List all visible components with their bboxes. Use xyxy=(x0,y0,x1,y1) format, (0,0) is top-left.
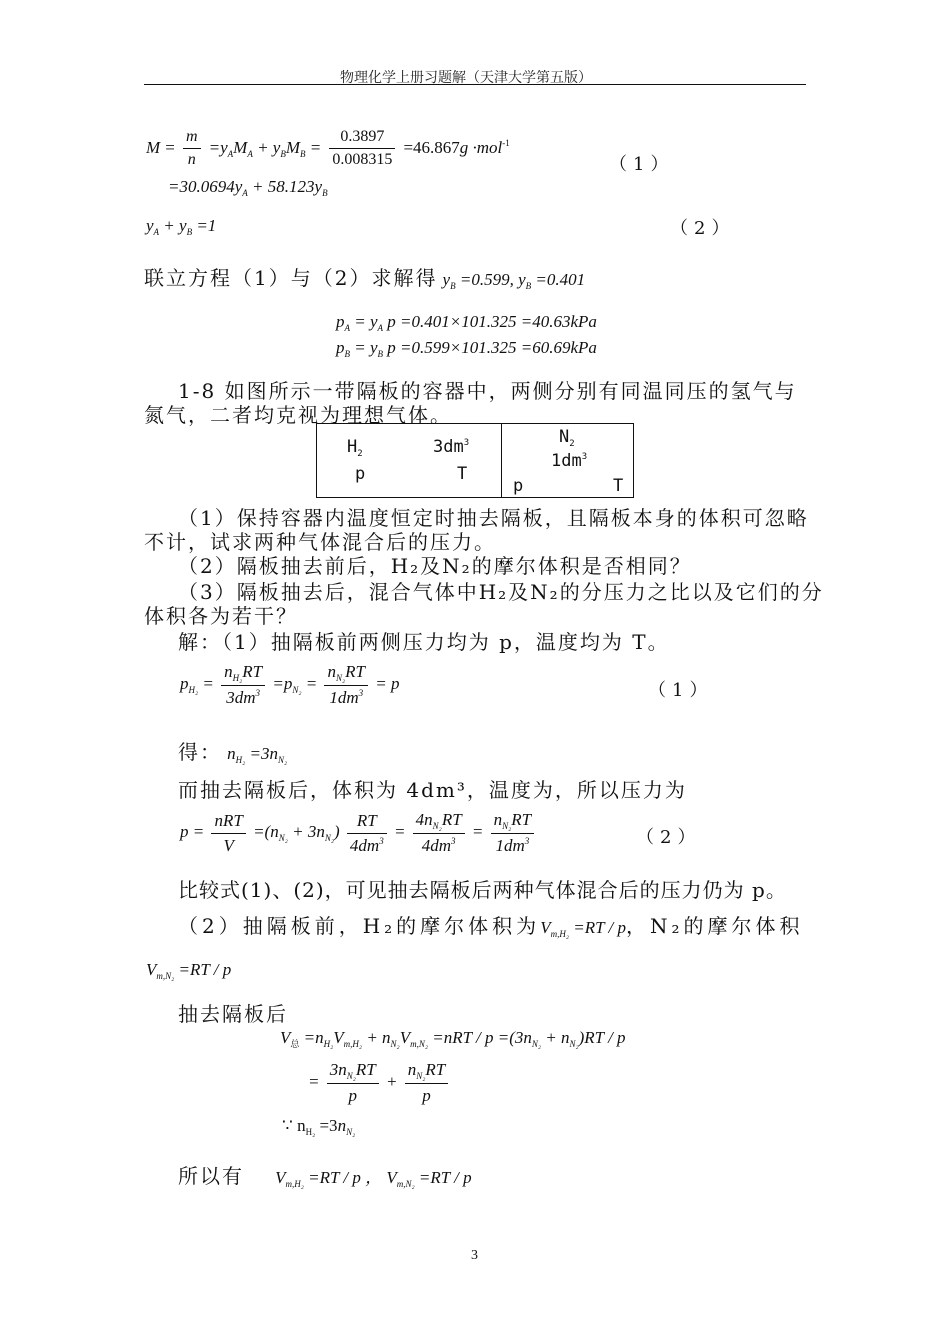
label-t-right: T xyxy=(613,476,624,496)
answer-compare: 比较式(1)、(2)，可见抽去隔板后两种气体混合后的压力仍为 p。 xyxy=(178,878,787,902)
answer-vtotal: $V_总 =n_{H_2}V_{m,H_2} + n_{N_2}V_{m,N_2} =nRT / p =(3n_{N_2} + n_{N_2})RT / p$ xyxy=(280,1028,626,1049)
answer-because: ∵ $n_{H_2} =3n_{N_2}$ xyxy=(282,1116,356,1137)
solve-line: 联立方程（1）与（2）求解得 $y_B =0.599$, $y_B =0.401$ xyxy=(144,266,586,291)
label-p-right: p xyxy=(513,476,524,496)
eq-result: =46.867 xyxy=(403,138,460,157)
partition xyxy=(501,424,502,497)
equation-molar-mass: M = $\frac{m}{n}$ $=y_AM_A + y_BM_B$ = $\frac{0.3897}{0.008315}$ =46.867g ·mol$^{-1}$ xyxy=(146,128,510,168)
answer-eq-number-2: （2） xyxy=(636,827,702,848)
answer-after-removal: 而抽去隔板后，体积为 4dm³，温度为，所以压力为 xyxy=(178,778,687,802)
header-rule xyxy=(144,84,806,85)
question-3a: （3）隔板抽去后，混合气体中H₂及N₂的分压力之比以及它们的分 xyxy=(178,580,824,604)
partial-pressure-A: $p_A = y_A$ p =0.401×101.325 =40.63kPa xyxy=(336,312,597,333)
label-n2: $N_2$ xyxy=(559,427,575,449)
page-number: 3 xyxy=(471,1248,478,1263)
eq-lhs: M xyxy=(146,138,161,157)
answer-q2-line: （2）抽隔板前，H₂的摩尔体积为$V_{m,H_2} =RT / p$，N₂的摩尔体积 xyxy=(178,914,804,939)
answer-result-line: 得： $n_{H_2} =3n_{N_2}$ xyxy=(178,740,288,765)
label-volume-right: $1dm^3$ xyxy=(551,451,588,471)
page-header: 物理化学上册习题解（天津大学第五版） xyxy=(340,70,592,86)
answer-vtotal-line2: = $\frac{3n_{N_2}RT}{p}$ + $\frac{n_{N_2}RT}{p}$ xyxy=(308,1060,451,1106)
eq-number-1: （1） xyxy=(609,154,675,175)
frac-den: 0.008315 xyxy=(332,151,393,168)
frac-num: 0.3897 xyxy=(329,128,395,149)
label-t-left: T xyxy=(457,464,468,484)
answer-after-removal-2: 抽去隔板后 xyxy=(178,1002,288,1026)
label-h2: $H_2$ xyxy=(347,437,363,459)
frac-n: n xyxy=(187,151,196,168)
eq-unit: g ·mol xyxy=(459,138,503,157)
eq-unit-exp: -1 xyxy=(502,138,510,148)
answer-conclusion: 所以有 $V_{m,H_2} =RT / p$ ， $V_{m,N_2} =RT / p$ xyxy=(178,1164,472,1189)
container-diagram xyxy=(316,423,634,498)
label-volume-left: $3dm^3$ xyxy=(433,437,470,457)
answer-equation-1: $p_{H_2}$ = $\frac{n_{H_2}RT}{3dm^3}$ $=p_{N_2}$ = $\frac{n_{N_2}RT}{1dm^3}$ = p xyxy=(180,662,400,707)
answer-vm-n2: $V_{m,N_2} =RT / p$ xyxy=(146,960,232,981)
eq-number-2: （2） xyxy=(670,218,736,239)
answer-equation-2: p = $\frac{\text{nRT}}{V}$ $=(n_{N_2} + 3n_{N_2})$ $\frac{RT}{4dm^3}$ = $\frac{4n_{N_2}RT}{4dm^3}$ = $\frac{n_{N_2}RT}{1dm^3}$ xyxy=(180,810,537,856)
label-p-left: p xyxy=(355,464,366,484)
equation-sum: $y_A + y_B =1$ xyxy=(146,216,217,237)
partial-pressure-B: $p_B = y_B$ p =0.599×101.325 =60.69kPa xyxy=(336,338,597,359)
question-2: （2）隔板抽去前后，H₂及N₂的摩尔体积是否相同？ xyxy=(178,554,692,578)
question-1a: （1）保持容器内温度恒定时抽去隔板，且隔板本身的体积可忽略 xyxy=(178,506,809,530)
answer-line-1: 解：（1）抽隔板前两侧压力均为 p，温度均为 T。 xyxy=(178,630,670,654)
solve-text: 联立方程（1）与（2）求解得 xyxy=(144,266,438,290)
answer-eq-number-1: （1） xyxy=(648,680,714,701)
frac-m: m xyxy=(183,128,201,149)
question-1b: 不计，试求两种气体混合后的压力。 xyxy=(144,530,496,554)
problem-line-2: 氮气，二者均克视为理想气体。 xyxy=(144,403,452,427)
question-3b: 体积各为若干？ xyxy=(144,604,298,628)
equation-molar-mass-line2: $=30.0694y_A + 58.123y_B$ xyxy=(168,177,328,198)
problem-line-1: 1-8 如图所示一带隔板的容器中，两侧分别有同温同压的氢气与 xyxy=(178,379,797,403)
